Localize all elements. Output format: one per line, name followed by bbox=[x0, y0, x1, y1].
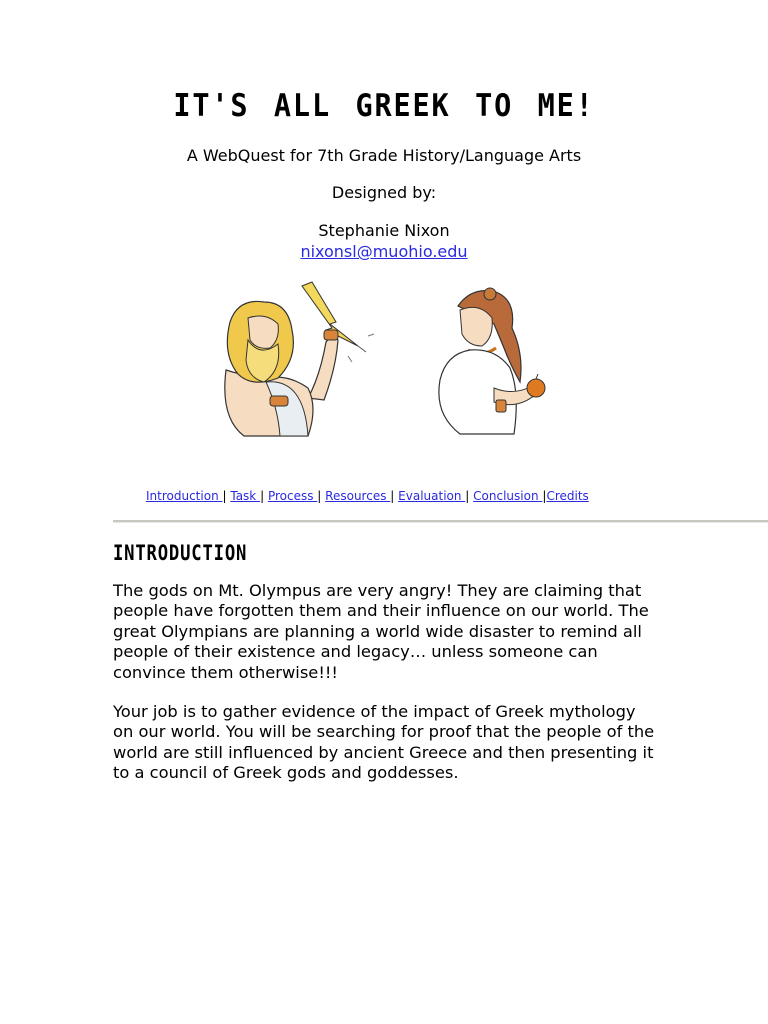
nav-separator: | bbox=[260, 489, 265, 503]
nav-separator: | bbox=[317, 489, 322, 503]
zeus-illustration bbox=[208, 278, 380, 438]
page-subtitle: A WebQuest for 7th Grade History/Language Arts bbox=[186, 146, 582, 165]
page-title: IT'S ALL GREEK TO ME! bbox=[173, 88, 595, 124]
horizontal-divider bbox=[113, 520, 768, 523]
nav-link-introduction[interactable]: Introduction bbox=[146, 489, 223, 503]
introduction-paragraph: Your job is to gather evidence of the impact of Greek mythology on our world. You will be searching for proof that the people of the world are still influenced by ancient Greece and then presenting it to a council of Greek gods and goddesses. bbox=[113, 702, 655, 783]
nav-separator: | bbox=[542, 489, 547, 503]
nav-link-conclusion[interactable]: Conclusion bbox=[473, 489, 543, 503]
nav-link-evaluation[interactable]: Evaluation bbox=[398, 489, 466, 503]
nav-separator: | bbox=[465, 489, 470, 503]
nav-link-credits[interactable]: Credits bbox=[546, 489, 589, 503]
nav-link-process[interactable]: Process bbox=[267, 489, 318, 503]
designed-by-label: Designed by: bbox=[331, 183, 437, 202]
author-name: Stephanie Nixon bbox=[318, 221, 450, 240]
goddess-illustration bbox=[424, 284, 556, 440]
author-email-link[interactable]: nixonsl@muohio.edu bbox=[300, 242, 468, 261]
nav-separator: | bbox=[222, 489, 227, 503]
nav-separator: | bbox=[390, 489, 395, 503]
introduction-paragraph: The gods on Mt. Olympus are very angry! They are claiming that people have forgotten them and their influence on our world. The great Olympians are planning a world wide disaster to remind all people of their existence and legacy… unless someone can convince them otherwise!!! bbox=[113, 581, 649, 682]
nav-link-task[interactable]: Task bbox=[230, 489, 261, 503]
introduction-heading: INTRODUCTION bbox=[113, 541, 248, 565]
section-nav bbox=[146, 489, 589, 503]
nav-link-resources[interactable]: Resources bbox=[325, 489, 391, 503]
author-email bbox=[0, 242, 768, 261]
